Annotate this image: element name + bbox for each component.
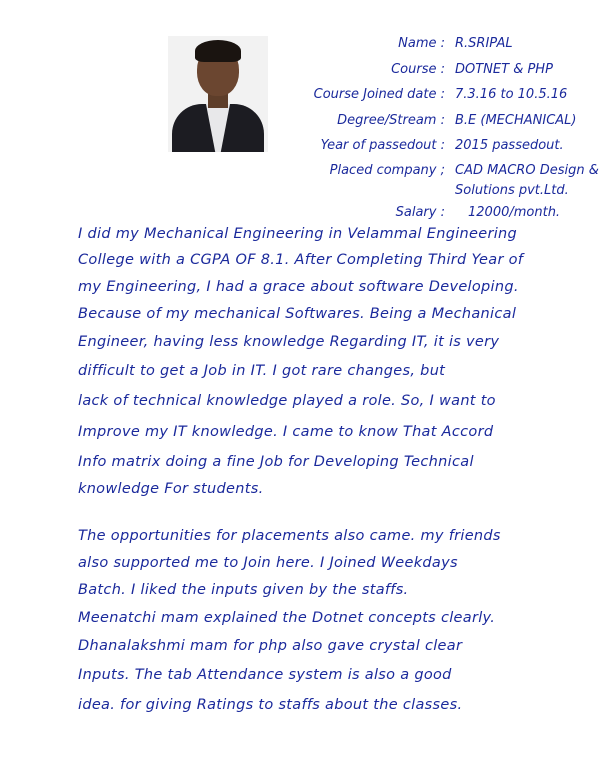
student-photo	[168, 36, 268, 152]
field-value: R.SRIPAL	[455, 36, 513, 51]
text-line: I did my Mechanical Engineering in Velammal Engineering	[78, 226, 518, 242]
text-line: also supported me to Join here. I Joined Weekdays	[78, 555, 458, 571]
field-value: DOTNET & PHP	[455, 62, 553, 77]
text-line: College with a CGPA OF 8.1. After Completing Third Year of	[78, 252, 524, 268]
field-value: CAD MACRO Design &	[455, 163, 599, 178]
field-value: B.E (MECHANICAL)	[455, 113, 577, 128]
field-label: Salary :	[395, 205, 445, 220]
text-line: my Engineering, I had a grace about software Developing.	[78, 279, 519, 295]
field-label: Course :	[391, 62, 445, 77]
photo-hair	[195, 40, 241, 62]
text-line: knowledge For students.	[78, 481, 264, 497]
text-line: The opportunities for placements also came. my friends	[78, 528, 501, 544]
text-line: Meenatchi mam explained the Dotnet concepts clearly.	[78, 610, 496, 626]
text-line: Engineer, having less knowledge Regarding IT, it is very	[78, 334, 500, 350]
text-line: Dhanalakshmi mam for php also gave crystal clear	[78, 638, 463, 654]
field-label: Degree/Stream :	[337, 113, 445, 128]
field-label: Year of passedout :	[320, 138, 445, 153]
field-value: 7.3.16 to 10.5.16	[455, 87, 568, 102]
text-line: Inputs. The tab Attendance system is also a good	[78, 667, 452, 683]
text-line: idea. for giving Ratings to staffs about the classes.	[78, 697, 463, 713]
text-line: Batch. I liked the inputs given by the staffs.	[78, 582, 409, 598]
text-line: difficult to get a Job in IT. I got rare changes, but	[78, 363, 446, 379]
text-line: Because of my mechanical Softwares. Being a Mechanical	[78, 306, 517, 322]
field-value: 2015 passedout.	[455, 138, 564, 153]
field-label: Course Joined date :	[313, 87, 445, 102]
text-line: lack of technical knowledge played a role. So, I want to	[78, 393, 496, 409]
field-value: 12000/month.	[468, 205, 561, 220]
field-value: Solutions pvt.Ltd.	[455, 183, 569, 198]
field-label: Name :	[398, 36, 445, 51]
text-line: Improve my IT knowledge. I came to know That Accord	[78, 424, 494, 440]
text-line: Info matrix doing a fine Job for Developing Technical	[78, 454, 474, 470]
field-label: Placed company ;	[329, 163, 445, 178]
